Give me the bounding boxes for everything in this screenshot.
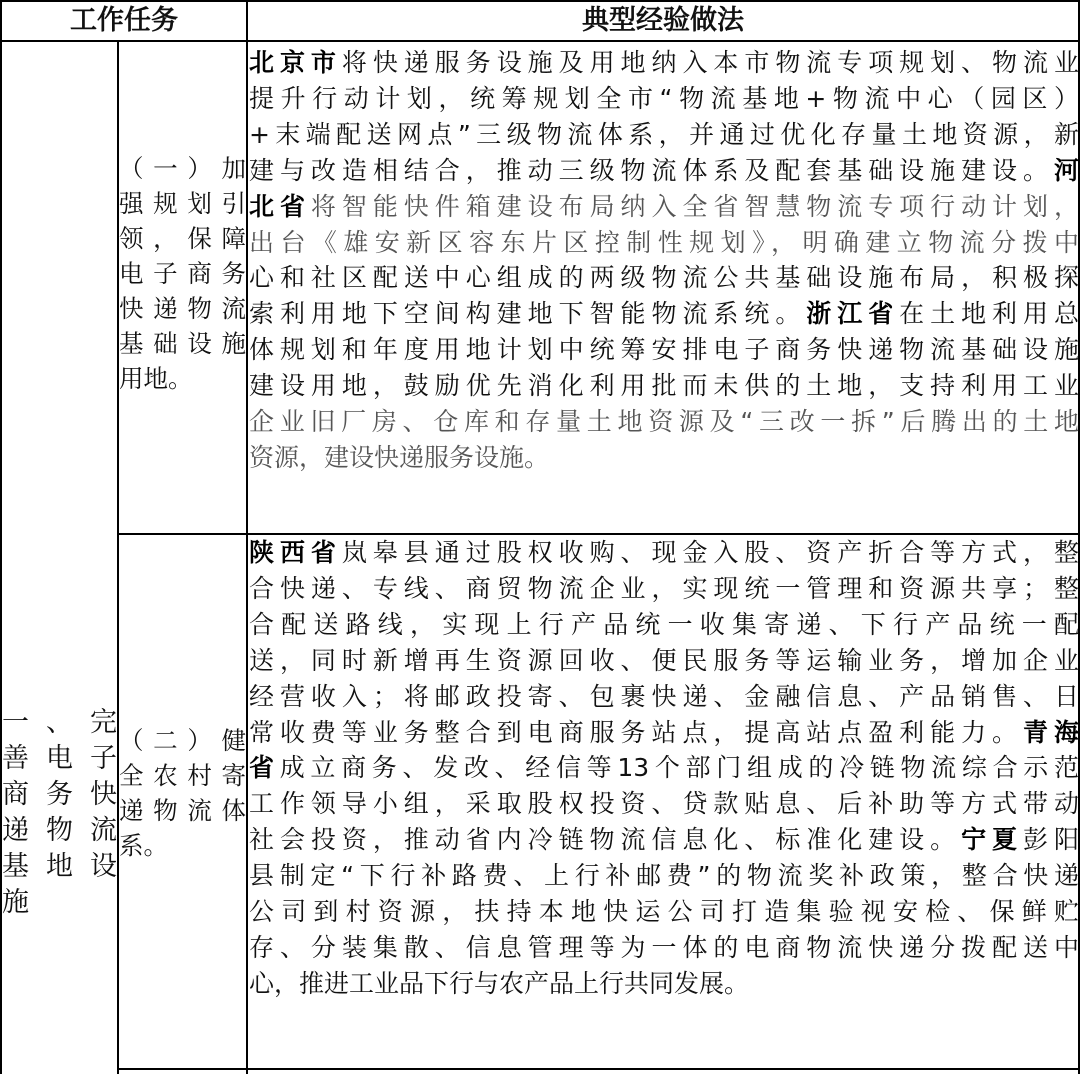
practice-text: 合快递、专线、商贸物流企业，实现统一管理和资源共享；整 [249,573,1079,603]
task-cell-2 [119,723,246,863]
practice-text: 心和社区配送中心组成的两级物流公共基础设施布局，积极探 [249,263,1079,293]
province-name: 浙江省 [806,299,900,329]
practice-line [249,225,1079,261]
practice-line [249,894,1079,930]
practice-cell-1 [249,45,1079,476]
province-name: 青海 [1023,717,1079,747]
category-line: 一 、 完 [2,707,117,738]
practice-text: 彭阳 [1023,825,1079,855]
task-cell-1 [119,151,246,396]
practice-text: 心，推进工业品下行与农产品上行共同发展。 [249,968,750,998]
row-divider-bottom [117,1068,1080,1070]
practice-text: 体规划和年度用地计划中统筹安排电子商务快递物流基础设施 [249,335,1079,365]
category-line: 施 [2,887,29,918]
practice-text: 存、分装集散、信息管理等为一体的电商物流快递分拨配送中 [249,932,1079,962]
category-line: 递 物 流 [2,815,117,846]
task-line: 电子商务 [119,259,246,288]
task-line: 强规划引 [119,189,246,218]
practice-text: 县制定“下行补路费、上行补邮费”的物流奖补政策，整合快递 [249,861,1079,891]
practice-line [249,332,1079,368]
task-line: 快递物流 [119,294,246,323]
task-line: 基础设施 [119,329,246,358]
task-line: 递物流体 [119,796,246,825]
practice-line [249,679,1079,715]
practice-text: 将智能快件箱建设布局纳入全省智慧物流专项行动计划， [310,191,1079,221]
practice-line [249,858,1079,894]
practice-line [249,368,1079,404]
province-name: 陕西省 [249,538,342,567]
practice-text: 资源，建设快递服务设施。 [249,442,550,472]
practice-line [249,643,1079,679]
practice-text: 工作领导小组，采取股权投资、贷款贴息、后补助等方式带动 [249,789,1079,819]
province-name: 省 [249,753,280,783]
task-line: 领，保障 [119,224,246,253]
province-name: 北省 [249,191,311,221]
practice-text: 公司到村资源，扶持本地快运公司打造集验视安检、保鲜贮 [249,897,1079,927]
practice-line [249,535,1079,571]
practice-line [249,440,1079,476]
practice-text: 常收费等业务整合到电商服务站点，提高站点盈利能力。 [249,717,1024,747]
practice-line [249,45,1079,81]
practice-line [249,786,1079,822]
practice-text: 成立商务、发改、经信等13个部门组成的冷链物流综合示范 [279,753,1079,783]
task-line: 全农村寄 [119,761,246,790]
practice-line [249,296,1079,332]
task-line: （二）健 [119,726,246,755]
practice-text: 建与改造相结合，推动三级物流体系及配套基础设施建设。 [249,155,1054,185]
practice-line [249,607,1079,643]
practice-line [249,404,1079,440]
practice-cell-2 [249,535,1079,1002]
practice-line [249,966,1079,1002]
practice-text: 送，同时新增再生资源回收、便民服务等运输业务，增加企业 [249,645,1079,675]
practice-text: 将快递服务设施及用地纳入本市物流专项规划、物流业 [341,48,1079,77]
practice-line [249,153,1079,189]
practice-line [249,822,1079,858]
practice-line [249,930,1079,966]
task-line: 用地。 [119,364,193,393]
practice-line [249,750,1079,786]
practice-line [249,117,1079,153]
practice-line [249,571,1079,607]
practice-line [249,715,1079,751]
task-line: （一）加 [119,154,246,183]
col-divider-2 [246,0,248,1074]
province-name: 宁夏 [961,825,1023,855]
practice-text: 经营收入；将邮政投寄、包裹快递、金融信息、产品销售、日 [249,681,1079,711]
practice-text: 索利用地下空间构建地下智能物流系统。 [249,299,807,329]
practice-line [249,189,1079,225]
practice-text: 社会投资，推动省内冷链物流信息化、标准化建设。 [249,825,962,855]
practice-text: 在土地利用总 [899,299,1079,329]
practice-text: 企业旧厂房、仓库和存量土地资源及“三改一拆”后腾出的土地 [249,407,1079,437]
category-line: 基 地 设 [2,851,117,882]
practice-text: 合配送路线，实现上行产品统一收集寄递、下行产品统一配 [249,609,1079,639]
header-work-task: 工作任务 [70,5,178,36]
task-line: 系。 [119,831,168,860]
practice-text: +末端配送网点”三级物流体系，并通过优化存量土地资源，新 [249,119,1079,149]
practice-line [249,260,1079,296]
category-line: 善 电 子 [2,743,117,774]
header-typical-practice: 典型经验做法 [582,5,744,36]
practice-text: 建设用地，鼓励优先消化利用批而未供的土地，支持利用工业 [249,371,1079,401]
category-cell [2,705,117,921]
practice-text: 提升行动计划，统筹规划全市“物流基地+物流中心（园区） [249,83,1079,113]
category-line: 商 务 快 [2,779,117,810]
header-bottom-border [0,40,1080,42]
practice-text: 岚皋县通过股权收购、现金入股、资产折合等方式，整 [341,538,1079,567]
province-name: 北京市 [249,48,342,77]
practice-line [249,81,1079,117]
province-name: 河 [1053,155,1079,185]
practice-text: 出台《雄安新区容东片区控制性规划》，明确建立物流分拨中 [249,227,1079,257]
